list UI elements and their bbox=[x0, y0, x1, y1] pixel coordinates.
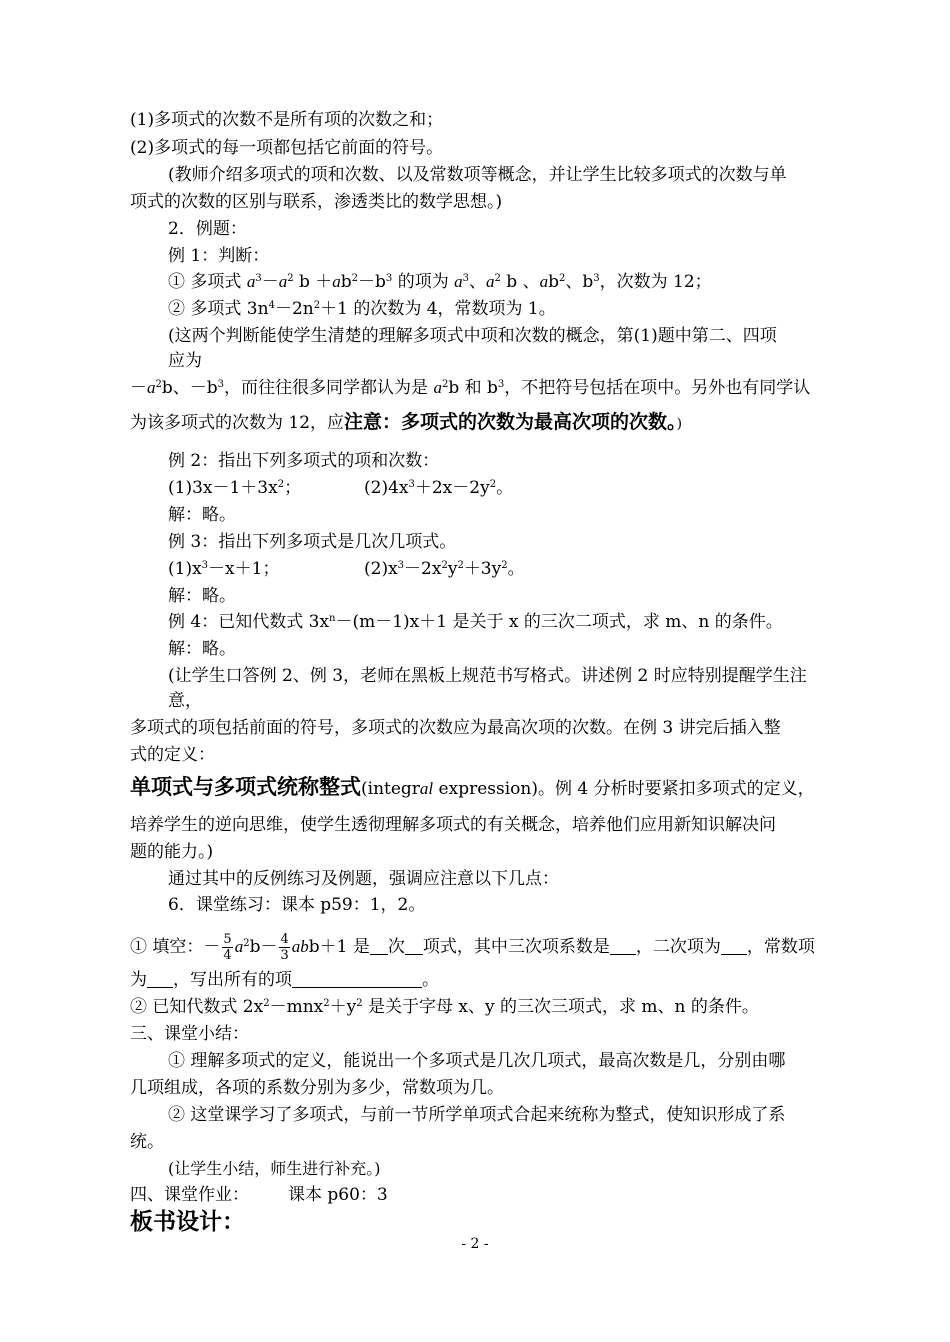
blank-terms bbox=[405, 936, 423, 955]
text-line: 解：略。 bbox=[168, 505, 236, 525]
text-line: $(1)x^3-x+1$； bbox=[168, 559, 280, 579]
text-line: ① 理解多项式的定义，能说出一个多项式是几次几项式，最高次数是几，分别由哪 bbox=[168, 1051, 786, 1071]
text-line: 通过其中的反例练习及例题，强调应注意以下几点： bbox=[168, 869, 559, 889]
fraction-4-3: $\frac{4}{3}$ bbox=[280, 932, 289, 963]
text-line: $(1)3x-1+3x^2$； bbox=[168, 478, 302, 498]
text-line: (这两个判断能使学生清楚的理解多项式中项和次数的概念，第(1)题中第二、四项 bbox=[168, 326, 777, 346]
example-heading: 例 2：指出下列多项式的项和次数： bbox=[168, 451, 440, 471]
text-line: (教师介绍多项式的项和次数、以及常数项等概念，并让学生比较多项式的次数与单 bbox=[168, 165, 787, 185]
text-line: (让学生口答例 2、例 3，老师在黑板上规范书写格式。讲述例 2 时应特别提醒学生注 bbox=[168, 666, 807, 686]
text-line: 培养学生的逆向思维，使学生透彻理解多项式的有关概念，培养他们应用新知识解决问 bbox=[130, 815, 776, 835]
example-heading: 例 4：已知代数式 $3x^n-(m-1)x+1$ 是关于 x 的三次二项式，求 m、n 的条件。 bbox=[168, 612, 783, 632]
text-line: 式的定义： bbox=[130, 745, 215, 765]
text-line: $(2)x^3-2x^2y^2+3y^2$。 bbox=[364, 559, 525, 579]
text-line: 几项组成，各项的系数分别为多少，常数项为几。 bbox=[130, 1078, 504, 1098]
definition-term: 单项式与多项式统称整式 bbox=[130, 775, 361, 799]
section-heading: 三、课堂小结： bbox=[130, 1024, 249, 1044]
exercise-line: ② 已知代数式 $2x^2-mnx^2+y^2$ 是关于字母 x、y 的三次三项式，求 m、n 的条件。 bbox=[130, 997, 759, 1017]
text-line: 意， bbox=[168, 691, 202, 711]
homework-assignment: 课本 p60：3 bbox=[288, 1185, 388, 1205]
emphasis-note: 注意：多项式的次数为最高次项的次数。 bbox=[344, 411, 677, 433]
text-line: ① 多项式 $a^3-a^2$ $b +ab^2-b^3$ 的项为 $a^3$、$a^2$ b 、$ab^2$、$b^3$，次数为 12； bbox=[168, 272, 712, 292]
text-line: ② 多项式 $3n^4-2n^2+1$ 的次数为 4，常数项为 1。 bbox=[168, 299, 556, 319]
section-heading: 6．课堂练习：课本 p59：1，2。 bbox=[168, 895, 426, 915]
blank-quadratic-term bbox=[721, 936, 747, 955]
text-line: $-a^2b$、$-b^3$，而往往很多同学都认为是 $a^2b$ 和 $b^3$，不把符号包括在项中。另外也有同学认 bbox=[130, 378, 811, 398]
text-line: 统。 bbox=[130, 1132, 164, 1152]
text-line: 应为 bbox=[168, 351, 202, 371]
text-line: $(2)4x^3+2x-2y^2$。 bbox=[364, 478, 514, 498]
blank-cubic-coefficient bbox=[610, 936, 636, 955]
page-number: - 2 - bbox=[461, 1236, 489, 1252]
text-line: 单项式与多项式统称整式(integral expression)。例 4 分析时要紧扣多项式的定义， bbox=[130, 775, 815, 799]
blank-degree bbox=[370, 936, 388, 955]
text-line: 为该多项式的次数为 12，应注意：多项式的次数为最高次项的次数。) bbox=[130, 411, 683, 433]
blank-constant-term bbox=[147, 969, 173, 988]
board-design-heading: 板书设计： bbox=[130, 1209, 245, 1235]
text-line: 项式的次数的区别与联系，渗透类比的数学思想。) bbox=[130, 192, 503, 212]
fraction-5-4: $\frac{5}{4}$ bbox=[223, 932, 232, 963]
exercise-line: ① 填空：－ $\frac{5}{4}$ $a^2b-$ $\frac{4}{3}$ abb＋1 是 次 项式，其中三次项系数是 ，二次项为 ，常数项 bbox=[130, 932, 815, 963]
text-line: ② 这堂课学习了多项式，与前一节所学单项式合起来统称为整式，使知识形成了系 bbox=[168, 1105, 786, 1125]
section-heading: 2．例题： bbox=[168, 219, 247, 239]
text-line: 多项式的项包括前面的符号，多项式的次数应为最高次项的次数。在例 3 讲完后插入整 bbox=[130, 718, 781, 738]
text-line: (1)多项式的次数不是所有项的次数之和； bbox=[130, 110, 444, 130]
blank-all-terms bbox=[292, 969, 422, 988]
section-heading: 四、课堂作业： bbox=[130, 1185, 249, 1205]
text-line: (让学生小结，师生进行补充。) bbox=[168, 1159, 381, 1178]
example-heading: 例 3：指出下列多项式是几次几项式。 bbox=[168, 532, 457, 552]
text-line: 解：略。 bbox=[168, 586, 236, 606]
example-heading: 例 1：判断： bbox=[168, 246, 270, 266]
text-line: 解：略。 bbox=[168, 639, 236, 659]
exercise-line: 为 ，写出所有的项 。 bbox=[130, 970, 439, 990]
text-line: 题的能力。) bbox=[130, 842, 214, 862]
text-line: (2)多项式的每一项都包括它前面的符号。 bbox=[130, 138, 444, 158]
